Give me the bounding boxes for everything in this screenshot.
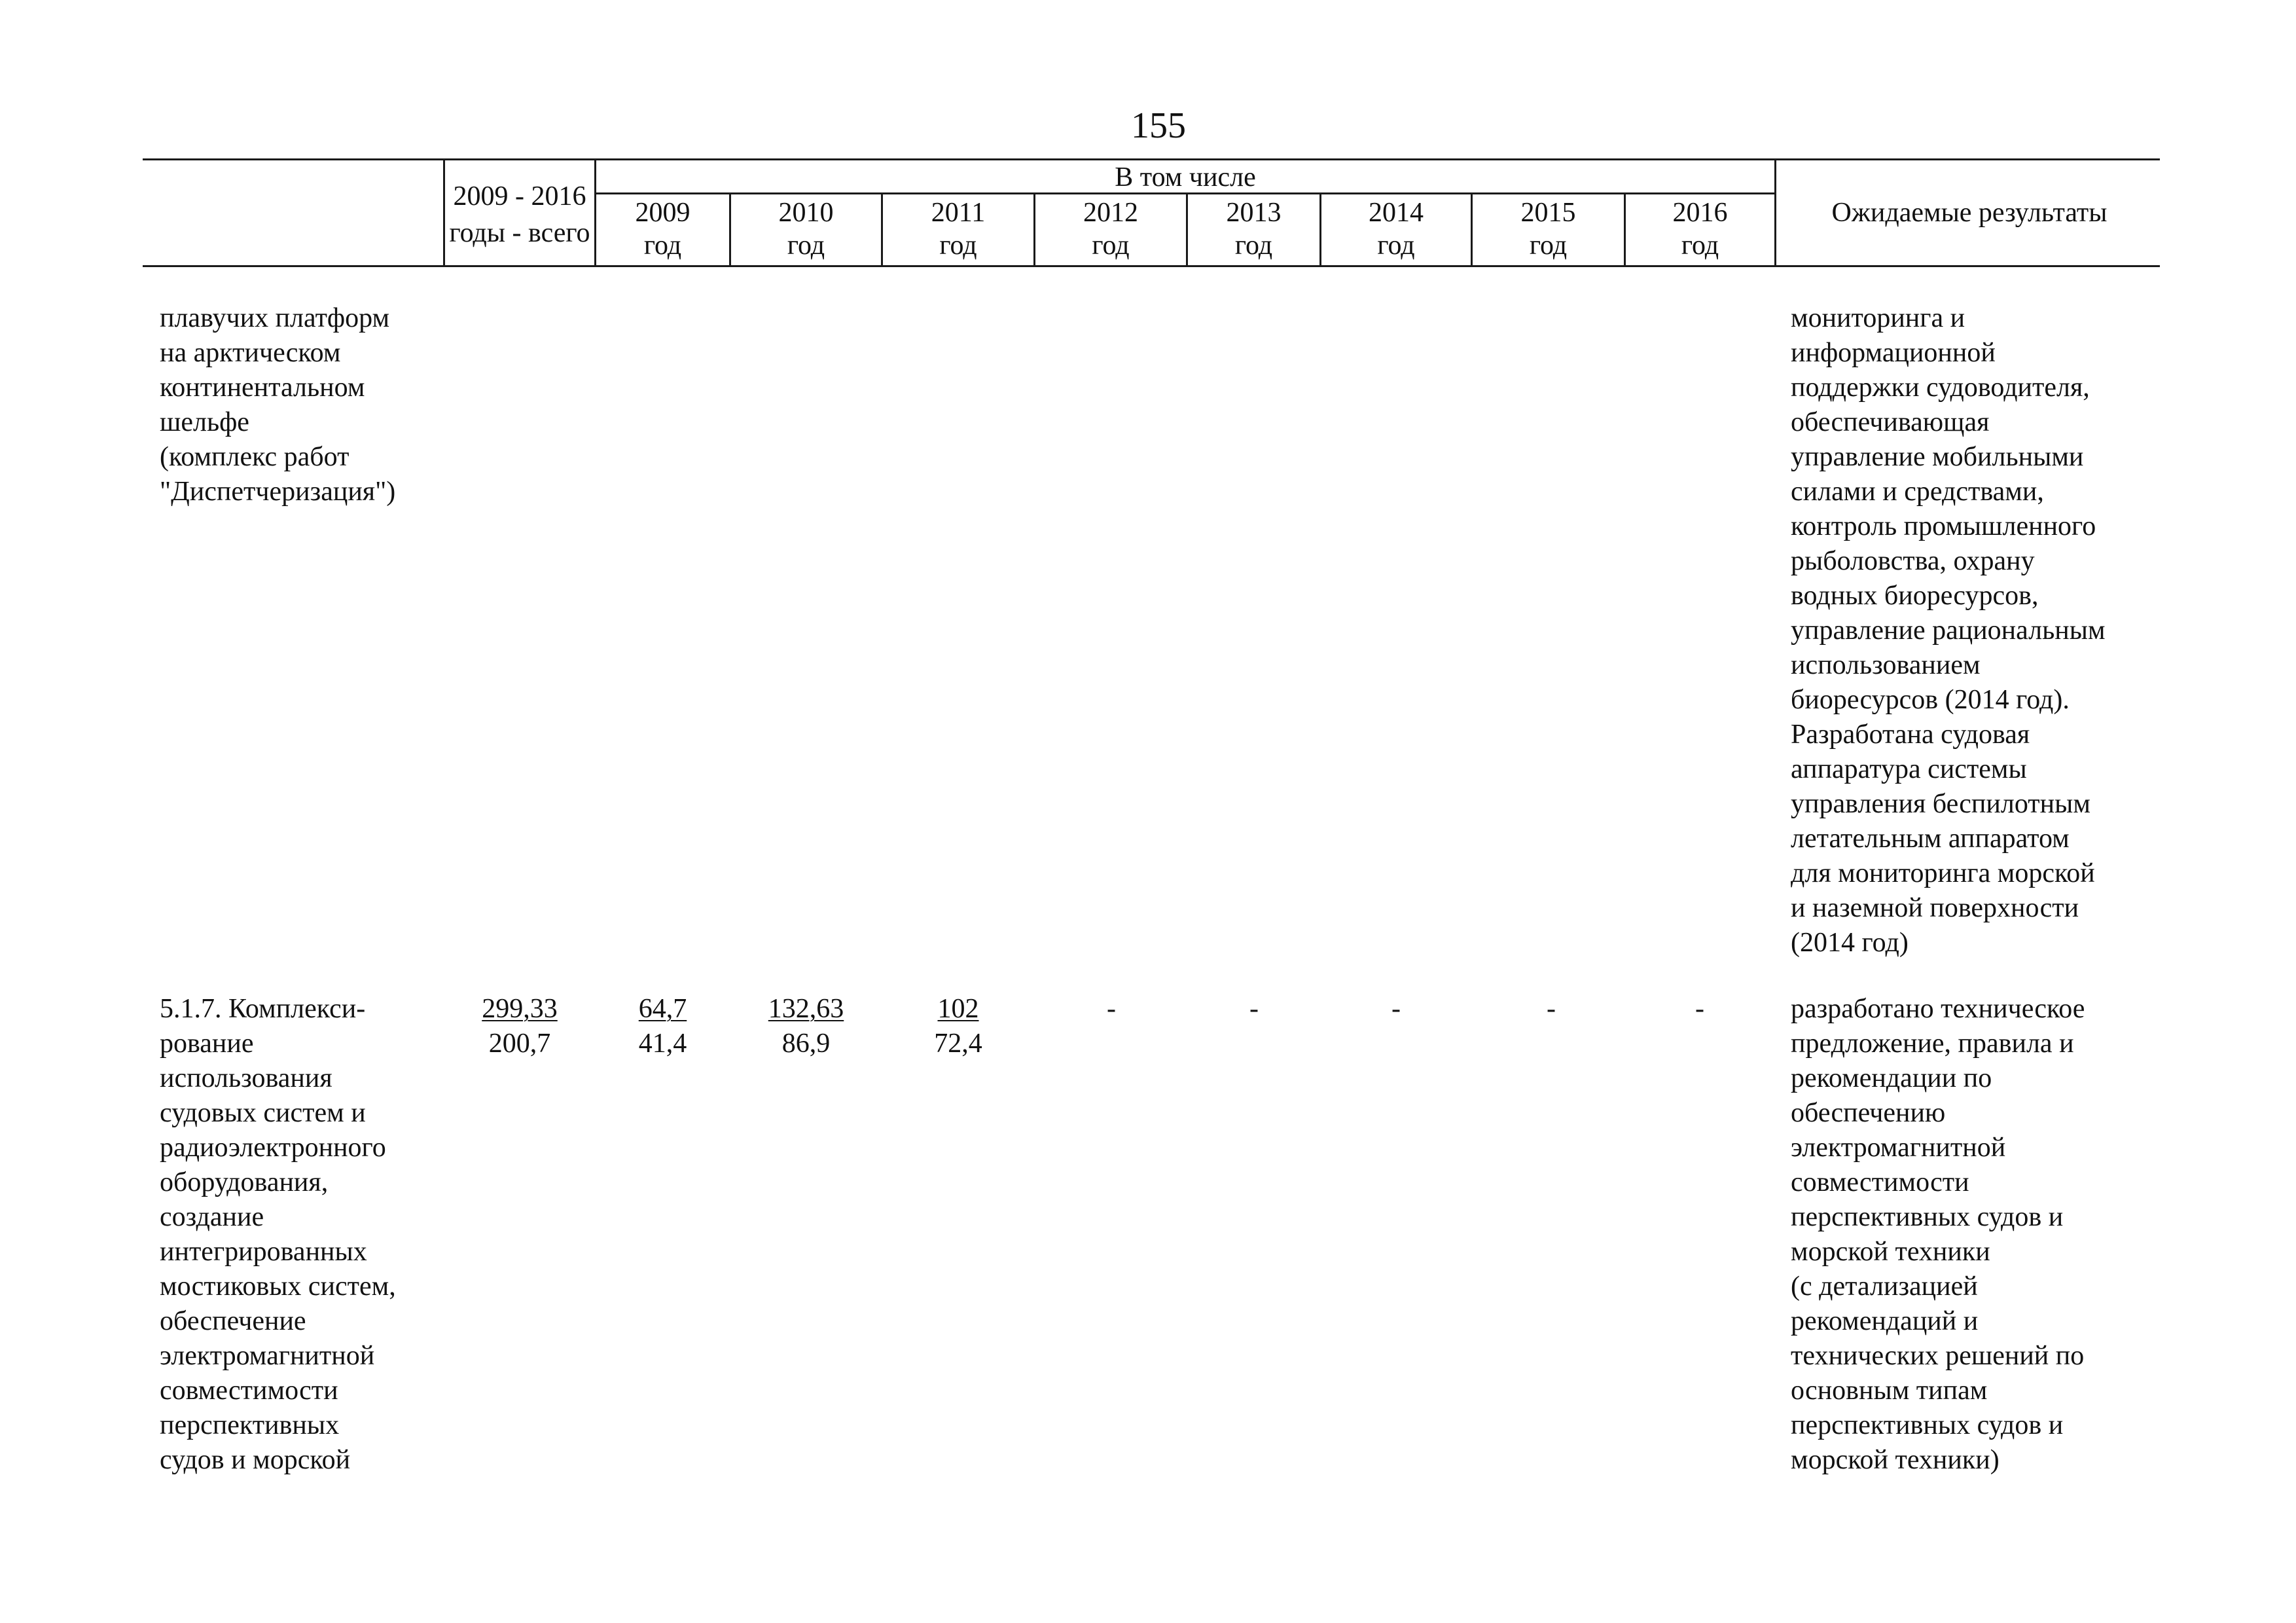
row-result-line: перспективных судов и bbox=[1791, 1202, 2064, 1232]
year-value-top: 132,63 bbox=[768, 994, 844, 1024]
row-result-line: аппаратура системы bbox=[1791, 754, 2027, 784]
row-result-line: силами и средствами, bbox=[1791, 477, 2044, 507]
results-column-header: Ожидаемые результаты bbox=[1831, 198, 2108, 228]
year-value-top: 64,7 bbox=[638, 994, 687, 1024]
year-value bbox=[596, 992, 729, 1061]
year-unit: год bbox=[787, 230, 825, 261]
row-name-line: судов и морской bbox=[160, 1445, 351, 1475]
row-result-line: управления беспилотным bbox=[1791, 789, 2090, 819]
row-result-line: основным типам bbox=[1791, 1376, 1988, 1406]
row-result-line: разработано техническое bbox=[1791, 994, 2085, 1024]
header-top-rule bbox=[143, 158, 2160, 160]
year-value bbox=[731, 992, 881, 1061]
page-number: 155 bbox=[1131, 105, 1186, 146]
year-value-bottom: 41,4 bbox=[638, 1029, 687, 1059]
year-unit: год bbox=[1377, 230, 1415, 261]
row-result-line: обеспечивающая bbox=[1791, 407, 1990, 437]
row-result-line: поддержки судоводителя, bbox=[1791, 373, 2090, 403]
row-result-line: мониторинга и bbox=[1791, 303, 1965, 333]
row-result-line: рекомендаций и bbox=[1791, 1306, 1979, 1336]
row-name-line: обеспечение bbox=[160, 1306, 306, 1336]
row-result bbox=[1791, 992, 2085, 1478]
year-value-bottom: 86,9 bbox=[781, 1029, 831, 1059]
year-unit: год bbox=[1529, 230, 1568, 261]
row-result-line: контроль промышленного bbox=[1791, 511, 2096, 541]
row-name-line: интегрированных bbox=[160, 1237, 367, 1267]
row-result-line: управление мобильными bbox=[1791, 442, 2084, 472]
row-name-line: электромагнитной bbox=[160, 1341, 375, 1371]
row-result-line: информационной bbox=[1791, 338, 1996, 368]
year-label: 2015 bbox=[1520, 198, 1576, 228]
year-header bbox=[1321, 196, 1471, 262]
row-result-line: рыболовства, охрану bbox=[1791, 546, 2035, 576]
row-result-line: технических решений по bbox=[1791, 1341, 2085, 1371]
total-column-header bbox=[445, 178, 594, 251]
year-value-dash: - bbox=[1391, 994, 1401, 1024]
year-value-dash: - bbox=[1547, 994, 1556, 1024]
row-result-line: для мониторинга морской bbox=[1791, 858, 2095, 888]
row-result-line: электромагнитной bbox=[1791, 1133, 2006, 1163]
year-label: 2011 bbox=[931, 198, 986, 228]
year-label: 2014 bbox=[1369, 198, 1424, 228]
row-name-line: судовых систем и bbox=[160, 1098, 366, 1128]
year-value bbox=[883, 992, 1033, 1061]
row-name-line: использования bbox=[160, 1063, 332, 1093]
year-value-dash: - bbox=[1695, 994, 1704, 1024]
row-result-line: биоресурсов (2014 год). bbox=[1791, 685, 2070, 715]
total-header-line1: 2009 - 2016 bbox=[453, 181, 586, 211]
year-unit: год bbox=[939, 230, 977, 261]
year-unit: год bbox=[1681, 230, 1719, 261]
row-result-line: Разработана судовая bbox=[1791, 720, 2030, 750]
row-name-line: радиоэлектронного bbox=[160, 1133, 386, 1163]
row-name-line: на арктическом bbox=[160, 338, 341, 368]
year-unit: год bbox=[1092, 230, 1130, 261]
row-name-line: плавучих платформ bbox=[160, 303, 390, 333]
row-result-line: и наземной поверхности bbox=[1791, 893, 2079, 923]
year-header bbox=[1188, 196, 1319, 262]
row-result bbox=[1791, 301, 2106, 960]
row-name-line: рование bbox=[160, 1029, 254, 1059]
row-name-line: создание bbox=[160, 1202, 264, 1232]
total-value-top: 299,33 bbox=[482, 994, 558, 1024]
year-group-header: В том числе bbox=[1115, 162, 1256, 192]
total-header-line2: годы - всего bbox=[449, 218, 590, 248]
year-label: 2016 bbox=[1672, 198, 1728, 228]
year-unit: год bbox=[643, 230, 682, 261]
row-result-line: морской техники) bbox=[1791, 1445, 2000, 1475]
row-name bbox=[160, 992, 396, 1478]
total-value-bottom: 200,7 bbox=[488, 1029, 551, 1059]
year-label: 2009 bbox=[635, 198, 691, 228]
row-result-line: совместимости bbox=[1791, 1167, 1969, 1197]
row-name-line: совместимости bbox=[160, 1376, 338, 1406]
year-value-bottom: 72,4 bbox=[934, 1029, 982, 1059]
year-value-top: 102 bbox=[937, 994, 979, 1024]
year-header bbox=[1035, 196, 1186, 262]
total-value bbox=[445, 992, 594, 1061]
year-label: 2012 bbox=[1083, 198, 1138, 228]
row-name-line: 5.1.7. Комплекси- bbox=[160, 994, 366, 1024]
year-value-dash: - bbox=[1107, 994, 1116, 1024]
row-result-line: предложение, правила и bbox=[1791, 1029, 2074, 1059]
row-result-line: перспективных судов и bbox=[1791, 1410, 2064, 1440]
row-result-line: управление рациональным bbox=[1791, 615, 2106, 646]
row-name-line: "Диспетчеризация") bbox=[160, 477, 396, 507]
row-result-line: (с детализацией bbox=[1791, 1271, 1978, 1302]
row-result-line: летательным аппаратом bbox=[1791, 824, 2070, 854]
row-name-line: шельфе bbox=[160, 407, 249, 437]
year-header bbox=[731, 196, 881, 262]
header-bottom-rule bbox=[143, 265, 2160, 267]
row-result-line: использованием bbox=[1791, 650, 1981, 680]
row-name bbox=[160, 301, 395, 509]
row-name-line: оборудования, bbox=[160, 1167, 329, 1197]
year-header bbox=[1626, 196, 1774, 262]
row-name-line: континентальном bbox=[160, 373, 365, 403]
year-header bbox=[1473, 196, 1624, 262]
year-header bbox=[883, 196, 1033, 262]
row-result-line: водных биоресурсов, bbox=[1791, 581, 2039, 611]
row-result-line: обеспечению bbox=[1791, 1098, 1946, 1128]
year-header bbox=[596, 196, 729, 262]
year-value-dash: - bbox=[1249, 994, 1259, 1024]
year-label: 2013 bbox=[1226, 198, 1282, 228]
row-name-line: (комплекс работ bbox=[160, 442, 350, 472]
row-name-line: перспективных bbox=[160, 1410, 340, 1440]
row-result-line: рекомендации по bbox=[1791, 1063, 1992, 1093]
row-result-line: морской техники bbox=[1791, 1237, 1990, 1267]
year-unit: год bbox=[1234, 230, 1273, 261]
year-label: 2010 bbox=[778, 198, 834, 228]
row-result-line: (2014 год) bbox=[1791, 928, 1909, 958]
row-name-line: мостиковых систем, bbox=[160, 1271, 396, 1302]
